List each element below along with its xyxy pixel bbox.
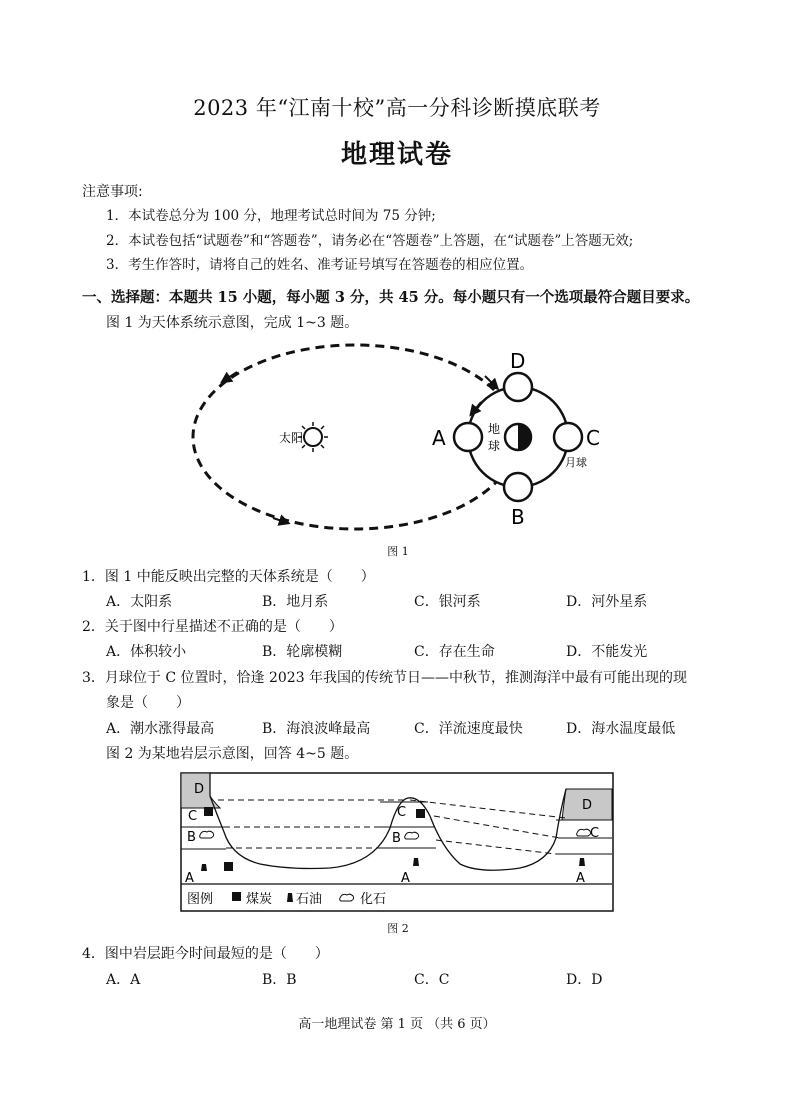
layer-label-a: A bbox=[401, 871, 410, 886]
notice-heading: 注意事项: bbox=[82, 184, 143, 200]
subject-title: 地理试卷 bbox=[340, 140, 453, 170]
question-3-stem-cont: 象是（ ） bbox=[106, 695, 190, 711]
moon-position-c bbox=[554, 423, 582, 451]
position-label-c: C bbox=[586, 426, 600, 450]
question-1-option-c: C．银河系 bbox=[414, 594, 481, 610]
layer-label-c: C bbox=[188, 809, 198, 824]
question-2-option-b: B．轮廓模糊 bbox=[262, 644, 343, 660]
question-1-option-d: D．河外星系 bbox=[566, 594, 648, 610]
question-3-option-d: D．海水温度最低 bbox=[566, 721, 676, 737]
layer-label-a: A bbox=[185, 871, 194, 886]
oil-icon bbox=[579, 858, 585, 866]
coal-icon bbox=[224, 862, 233, 871]
position-label-d: D bbox=[510, 349, 526, 373]
legend-coal-icon bbox=[232, 892, 241, 901]
section-title: 一、选择题：本题共 15 小题，每小题 3 分，共 45 分。每小题只有一个选项最符合题目要求。 bbox=[82, 289, 700, 306]
figure2-intro: 图 2 为某地岩层示意图，回答 4~5 题。 bbox=[106, 746, 359, 762]
question-1-stem: 1．图 1 中能反映出完整的天体系统是（ ） bbox=[82, 569, 375, 585]
question-1-option-a: A．太阳系 bbox=[106, 594, 173, 610]
layer-label-c: C bbox=[590, 826, 600, 841]
figure2-rock-strata bbox=[180, 772, 614, 912]
notice-item: 1．本试卷总分为 100 分，地理考试总时间为 75 分钟; bbox=[106, 208, 436, 224]
question-4-option-d: D．D bbox=[566, 972, 603, 988]
question-3-option-a: A．潮水涨得最高 bbox=[106, 721, 215, 737]
layer-label-b: B bbox=[392, 831, 401, 846]
question-4-stem: 4．图中岩层距今时间最短的是（ ） bbox=[82, 946, 329, 962]
figure1-celestial-system bbox=[185, 342, 615, 537]
legend-title: 图例 bbox=[187, 892, 214, 907]
figure2-caption: 图 2 bbox=[387, 922, 409, 935]
earth-label: 球 bbox=[488, 439, 501, 453]
layer-label-b: B bbox=[187, 830, 196, 845]
legend-coal-label: 煤炭 bbox=[246, 892, 273, 907]
figure1-caption: 图 1 bbox=[387, 545, 409, 558]
position-label-b: B bbox=[511, 505, 525, 529]
layer-label-c: C bbox=[397, 805, 407, 820]
question-4-option-b: B．B bbox=[262, 972, 297, 988]
layer-label-d: D bbox=[582, 798, 593, 813]
exam-title: 2023 年“江南十校”高一分科诊断摸底联考 bbox=[193, 96, 601, 120]
figure1-intro: 图 1 为天体系统示意图，完成 1~3 题。 bbox=[106, 315, 359, 331]
legend-fossil-label: 化石 bbox=[360, 892, 387, 907]
earth-label: 地 bbox=[488, 422, 501, 436]
question-3-stem: 3．月球位于 C 位置时，恰逢 2023 年我国的传统节日——中秋节，推测海洋中最有可能出现的现 bbox=[82, 670, 688, 686]
question-3-option-b: B．海浪波峰最高 bbox=[262, 721, 371, 737]
question-4-option-a: A．A bbox=[106, 972, 141, 988]
layer-label-d: D bbox=[194, 782, 205, 797]
moon-position-a bbox=[454, 423, 482, 451]
legend-oil-icon bbox=[287, 893, 293, 902]
sun-label: 太阳 bbox=[279, 431, 304, 445]
moon-position-d bbox=[504, 373, 532, 401]
position-label-a: A bbox=[432, 426, 446, 450]
question-2-option-a: A．体积较小 bbox=[106, 644, 187, 660]
question-2-option-d: D．不能发光 bbox=[566, 644, 648, 660]
oil-icon bbox=[201, 864, 207, 871]
page-footer: 高一地理试卷 第 1 页 （共 6 页） bbox=[298, 1017, 496, 1032]
question-3-option-c: C．洋流速度最快 bbox=[414, 721, 523, 737]
oil-icon bbox=[413, 858, 419, 866]
moon-label: 月球 bbox=[565, 456, 587, 469]
question-2-option-c: C．存在生命 bbox=[414, 644, 495, 660]
question-2-stem: 2．关于图中行星描述不正确的是（ ） bbox=[82, 619, 343, 635]
notice-item: 2．本试卷包括“试题卷”和“答题卷”，请务必在“答题卷”上答题，在“试题卷”上答题无效; bbox=[106, 233, 634, 249]
coal-icon bbox=[416, 809, 425, 818]
question-4-option-c: C．C bbox=[414, 972, 450, 988]
earth-icon bbox=[505, 424, 531, 450]
layer-label-a: A bbox=[576, 871, 585, 886]
question-1-option-b: B．地月系 bbox=[262, 594, 329, 610]
moon-position-b bbox=[504, 473, 532, 501]
notice-item: 3．考生作答时，请将自己的姓名、准考证号填写在答题卷的相应位置。 bbox=[106, 257, 534, 273]
legend-oil-label: 石油 bbox=[296, 892, 323, 907]
coal-icon bbox=[204, 807, 213, 816]
